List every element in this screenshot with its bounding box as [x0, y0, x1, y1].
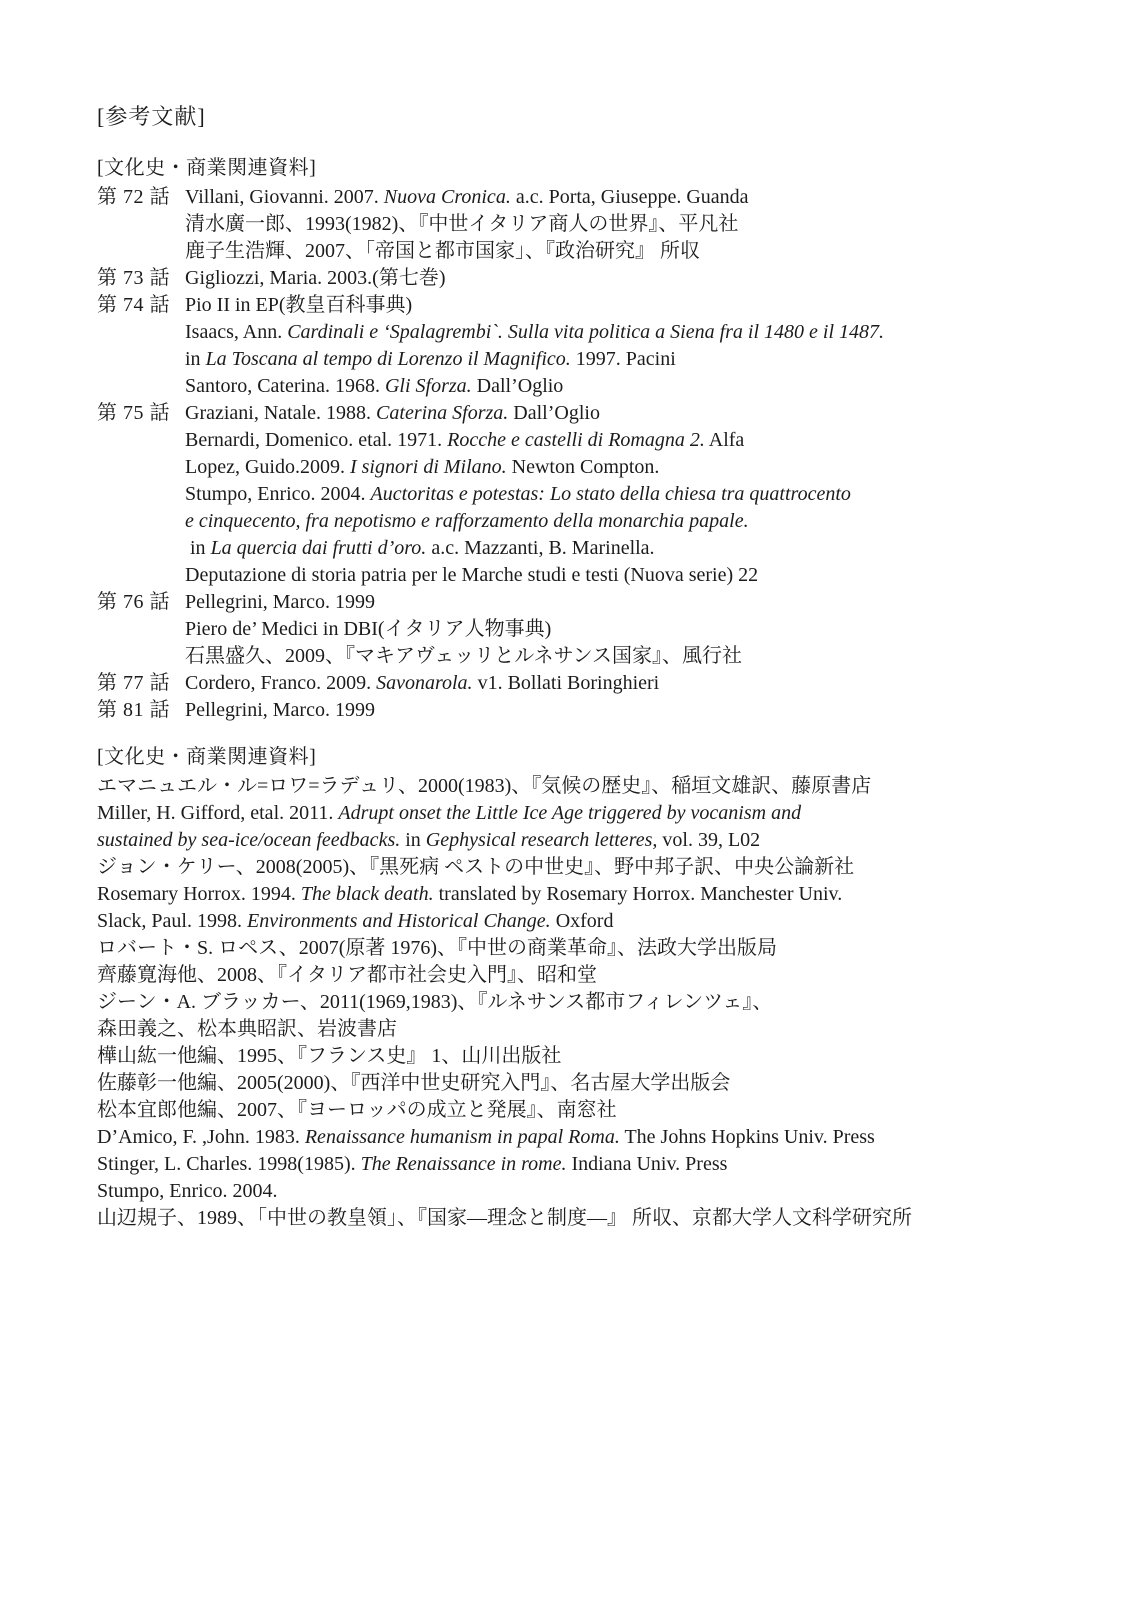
text-segment: 1997. Pacini: [570, 348, 676, 370]
text-segment: Pellegrini, Marco. 1999: [185, 591, 375, 613]
text-segment: Deputazione di storia patria per le Marche studi e testi (Nuova serie) 22: [185, 564, 759, 586]
reference-row: [97, 616, 1096, 643]
reference-text: [97, 881, 1096, 908]
episode-label: 第 77 話: [97, 672, 170, 694]
episode-label: 第 73 話: [97, 267, 170, 289]
text-segment: in: [185, 537, 211, 559]
text-segment: 佐藤彰一他編、2005(2000)、『西洋中世史研究入門』、名古屋大学出版会: [97, 1072, 731, 1094]
reference-list: [97, 773, 1096, 1232]
episode-label: [97, 481, 185, 508]
text-segment: Alfa: [704, 429, 745, 451]
text-segment: ジーン・A. ブラッカー、2011(1969,1983)、『ルネサンス都市フィレンツェ』、: [97, 991, 773, 1013]
reference-row: [97, 427, 1096, 454]
text-segment: ロバート・S. ロペス、2007(原著 1976)、『中世の商業革命』、法政大学出版局: [97, 937, 778, 959]
text-segment: translated by Rosemary Horrox. Manchester Univ.: [433, 883, 843, 905]
episode-label: [97, 454, 185, 481]
text-segment: 齊藤寛海他、2008、『イタリア都市社会史入門』、昭和堂: [97, 964, 597, 986]
work-title-italic: La Toscana al tempo di Lorenzo il Magnifico.: [205, 348, 571, 370]
reference-row: [97, 373, 1096, 400]
text-segment: 清水廣一郎、1993(1982)、『中世イタリア商人の世界』、平凡社: [185, 213, 739, 235]
reference-row: [97, 1205, 1096, 1232]
reference-row: [97, 1097, 1096, 1124]
work-title-italic: Savonarola.: [376, 672, 473, 694]
episode-label: [97, 238, 185, 265]
episode-label: [97, 211, 185, 238]
section-header: [文化史・商業関連資料]: [97, 746, 317, 768]
work-title-italic: The black death.: [300, 883, 434, 905]
text-segment: in: [400, 829, 426, 851]
work-title-italic: Auctoritas e potestas: Lo stato della chiesa tra quattrocento: [370, 483, 851, 505]
page-title: [参考文献]: [97, 104, 206, 129]
episode-label: 第 76 話: [97, 591, 170, 613]
text-segment: Stinger, L. Charles. 1998(1985).: [97, 1153, 361, 1175]
text-segment: Stumpo, Enrico. 2004.: [185, 483, 371, 505]
text-segment: 松本宜郎他編、2007、『ヨーロッパの成立と発展』、南窓社: [97, 1099, 617, 1121]
reference-row: [97, 265, 1096, 292]
text-segment: Villani, Giovanni. 2007.: [185, 186, 384, 208]
work-title-italic: e cinquecento, fra nepotismo e rafforzamento della monarchia papale.: [185, 510, 749, 532]
work-title-italic: Renaissance humanism in papal Roma.: [304, 1126, 620, 1148]
reference-row: [97, 319, 1096, 346]
reference-row: [97, 238, 1096, 265]
episode-label: [97, 535, 185, 562]
reference-text: [185, 427, 1096, 454]
reference-text: [97, 1124, 1096, 1151]
reference-row: [97, 935, 1096, 962]
work-title-italic: Environments and Historical Change.: [247, 910, 551, 932]
reference-row: [97, 881, 1096, 908]
reference-row: [97, 827, 1096, 854]
reference-text: [97, 908, 1096, 935]
work-title-italic: Caterina Sforza.: [376, 402, 509, 424]
reference-row: [97, 962, 1096, 989]
reference-text: [97, 1097, 1096, 1124]
reference-row: [97, 1151, 1096, 1178]
text-segment: 石黒盛久、2009、『マキアヴェッリとルネサンス国家』、風行社: [185, 645, 742, 667]
text-segment: Indiana Univ. Press: [566, 1153, 728, 1175]
reference-text: [97, 1205, 1096, 1232]
episode-label: 第 75 話: [97, 402, 170, 424]
text-segment: Stumpo, Enrico. 2004.: [97, 1180, 278, 1202]
reference-text: [97, 989, 1096, 1016]
reference-text: [97, 1043, 1096, 1070]
reference-row: [97, 292, 1096, 319]
reference-text: [97, 935, 1096, 962]
work-title-italic: Gephysical research letteres,: [425, 829, 658, 851]
reference-row: [97, 346, 1096, 373]
text-segment: The Johns Hopkins Univ. Press: [619, 1126, 875, 1148]
episode-label: 第 74 話: [97, 294, 170, 316]
reference-row: [97, 697, 1096, 724]
text-segment: a.c. Mazzanti, B. Marinella.: [426, 537, 655, 559]
text-segment: Santoro, Caterina. 1968.: [185, 375, 385, 397]
episode-label: 第 81 話: [97, 699, 170, 721]
text-segment: Gigliozzi, Maria. 2003.(第七巻): [185, 267, 446, 289]
text-segment: Dall’Oglio: [508, 402, 600, 424]
text-segment: Pio II in EP(教皇百科事典): [185, 294, 413, 316]
text-segment: ジョン・ケリー、2008(2005)、『黒死病 ペストの中世史』、野中邦子訳、中央公論新社: [97, 856, 855, 878]
text-segment: Graziani, Natale. 1988.: [185, 402, 377, 424]
text-segment: Rosemary Horrox. 1994.: [97, 883, 301, 905]
reference-row: [97, 400, 1096, 427]
reference-text: [185, 535, 1096, 562]
reference-text: [185, 292, 1096, 319]
text-segment: Newton Compton.: [506, 456, 660, 478]
text-segment: Oxford: [550, 910, 614, 932]
text-segment: 樺山紘一他編、1995、『フランス史』 1、山川出版社: [97, 1045, 562, 1067]
reference-text: [185, 670, 1096, 697]
reference-list: [97, 184, 1096, 724]
text-segment: in: [185, 348, 206, 370]
section-episode-references: [97, 155, 1096, 724]
text-segment: Cordero, Franco. 2009.: [185, 672, 377, 694]
reference-row: [97, 562, 1096, 589]
reference-text: [97, 1178, 1096, 1205]
reference-row: [97, 589, 1096, 616]
reference-text: [185, 508, 1096, 535]
reference-text: [97, 827, 1096, 854]
reference-text: [185, 373, 1096, 400]
reference-row: [97, 854, 1096, 881]
text-segment: Dall’Oglio: [471, 375, 564, 397]
reference-text: [97, 1070, 1096, 1097]
reference-row: [97, 989, 1096, 1016]
reference-text: [185, 184, 1096, 211]
text-segment: Piero de’ Medici in DBI(イタリア人物事典): [185, 618, 552, 640]
reference-text: [97, 962, 1096, 989]
reference-text: [185, 211, 1096, 238]
episode-label: [97, 508, 185, 535]
reference-text: [185, 697, 1096, 724]
reference-text: [97, 1151, 1096, 1178]
reference-row: [97, 535, 1096, 562]
reference-text: [185, 319, 1096, 346]
reference-text: [185, 481, 1096, 508]
reference-text: [185, 400, 1096, 427]
episode-label: [97, 346, 185, 373]
reference-text: [185, 265, 1096, 292]
section-header: [文化史・商業関連資料]: [97, 157, 317, 179]
reference-row: [97, 643, 1096, 670]
text-segment: D’Amico, F. ,John. 1983.: [97, 1126, 305, 1148]
reference-text: [97, 1016, 1096, 1043]
work-title-italic: Cardinali e ‘Spalagrembi`. Sulla vita politica a Siena fra il 1480 e il 1487.: [287, 321, 885, 343]
reference-text: [185, 454, 1096, 481]
reference-row: [97, 1043, 1096, 1070]
reference-row: [97, 481, 1096, 508]
work-title-italic: I signori di Milano.: [349, 456, 507, 478]
work-title-italic: Gli Sforza.: [384, 375, 472, 397]
text-segment: v1. Bollati Boringhieri: [472, 672, 660, 694]
reference-row: [97, 1178, 1096, 1205]
episode-label: [97, 616, 185, 643]
episode-label: [97, 373, 185, 400]
reference-text: [185, 346, 1096, 373]
reference-row: [97, 1070, 1096, 1097]
section-general-references: [97, 744, 1096, 1232]
reference-text: [185, 643, 1096, 670]
text-segment: 山辺規子、1989、「中世の教皇領」、『国家―理念と制度―』 所収、京都大学人文科学研究所: [97, 1207, 912, 1229]
reference-row: [97, 800, 1096, 827]
reference-row: [97, 1016, 1096, 1043]
reference-text: [97, 854, 1096, 881]
reference-text: [97, 773, 1096, 800]
text-segment: Slack, Paul. 1998.: [97, 910, 247, 932]
text-segment: Pellegrini, Marco. 1999: [185, 699, 375, 721]
reference-row: [97, 508, 1096, 535]
work-title-italic: sustained by sea-ice/ocean feedbacks.: [97, 829, 401, 851]
text-segment: 鹿子生浩輝、2007、「帝国と都市国家」、『政治研究』 所収: [185, 240, 700, 262]
episode-label: [97, 562, 185, 589]
text-segment: 森田義之、松本典昭訳、岩波書店: [97, 1018, 397, 1040]
reference-row: [97, 908, 1096, 935]
work-title-italic: La quercia dai frutti d’oro.: [210, 537, 427, 559]
reference-text: [185, 562, 1096, 589]
text-segment: Lopez, Guido.2009.: [185, 456, 350, 478]
reference-row: [97, 454, 1096, 481]
text-segment: Bernardi, Domenico. etal. 1971.: [185, 429, 448, 451]
text-segment: Miller, H. Gifford, etal. 2011.: [97, 802, 339, 824]
episode-label: [97, 319, 185, 346]
work-title-italic: Adrupt onset the Little Ice Age triggered by vocanism and: [338, 802, 802, 824]
text-segment: Isaacs, Ann.: [185, 321, 288, 343]
episode-label: [97, 427, 185, 454]
reference-text: [185, 238, 1096, 265]
text-segment: vol. 39, L02: [657, 829, 761, 851]
text-segment: a.c. Porta, Giuseppe. Guanda: [510, 186, 749, 208]
reference-row: [97, 184, 1096, 211]
episode-label: 第 72 話: [97, 186, 170, 208]
work-title-italic: Nuova Cronica.: [383, 186, 511, 208]
reference-text: [185, 589, 1096, 616]
work-title-italic: The Renaissance in rome.: [360, 1153, 567, 1175]
reference-row: [97, 773, 1096, 800]
text-segment: エマニュエル・ル=ロワ=ラデュリ、2000(1983)、『気候の歴史』、稲垣文雄訳、藤原書店: [97, 775, 872, 797]
reference-row: [97, 1124, 1096, 1151]
reference-row: [97, 211, 1096, 238]
reference-row: [97, 670, 1096, 697]
reference-text: [185, 616, 1096, 643]
work-title-italic: Rocche e castelli di Romagna 2.: [447, 429, 705, 451]
reference-text: [97, 800, 1096, 827]
episode-label: [97, 643, 185, 670]
